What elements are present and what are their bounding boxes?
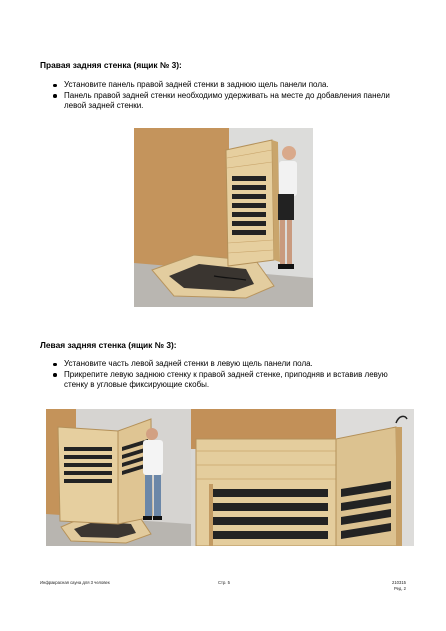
instruction-list-left-wall (52, 359, 402, 391)
footer-page-number: Стр. 5 (218, 580, 230, 585)
footer-product-name: Инфракрасная сауна для 3 человек (40, 580, 110, 585)
section-heading-right-back-wall: Правая задняя стенка (ящик № 3): (40, 60, 182, 70)
photo-left-back-wall-installation (46, 409, 191, 546)
photo-right-back-wall-installation (134, 128, 313, 307)
list-item: Прикрепите левую заднюю стенку к правой задней стенке, приподняв и вставив левую стенку в угловые фиксирующие скобы. (52, 370, 402, 391)
footer-doc-code: 210315 (392, 580, 406, 585)
footer-revision (392, 580, 406, 592)
footer-revision-number: Ред. 2 (394, 586, 406, 591)
instruction-list-right-wall (52, 80, 402, 112)
list-item: Установите панель правой задней стенки в заднюю щель панели пола. (52, 80, 402, 91)
list-item: Установите часть левой задней стенки в левую щель панели пола. (52, 359, 402, 370)
list-item: Панель правой задней стенки необходимо удерживать на месте до добавления панели левой задней стенки. (52, 91, 402, 112)
photo-back-walls-joined-closeup (191, 409, 414, 546)
section-heading-left-back-wall: Левая задняя стенка (ящик № 3): (40, 340, 177, 350)
